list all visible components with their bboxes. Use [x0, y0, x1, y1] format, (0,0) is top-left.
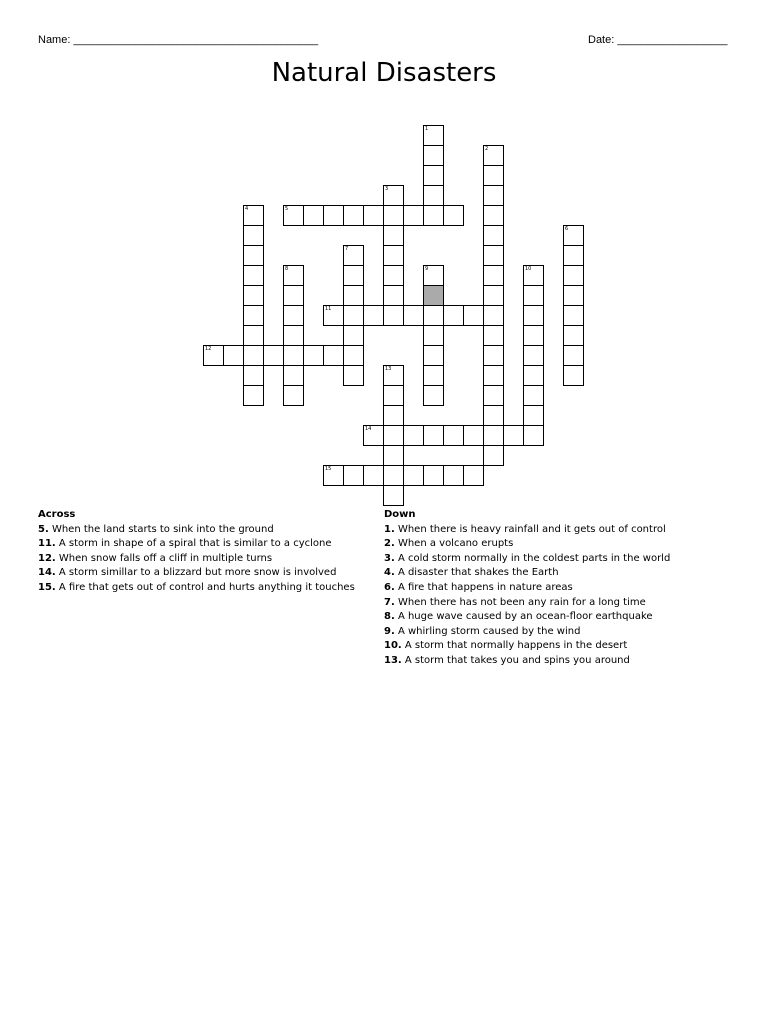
crossword-cell[interactable] [483, 305, 504, 326]
clue-number: 14 [365, 426, 372, 432]
clue-number: 15. [38, 581, 56, 593]
crossword-cell[interactable] [523, 425, 544, 446]
clue-number: 8. [384, 611, 395, 623]
crossword-cell[interactable] [383, 205, 404, 226]
crossword-cell[interactable] [423, 465, 444, 486]
crossword-cell[interactable] [423, 345, 444, 366]
crossword-cell[interactable] [243, 305, 264, 326]
clue-number: 12 [205, 346, 212, 352]
crossword-cell[interactable] [523, 385, 544, 406]
crossword-cell[interactable] [423, 205, 444, 226]
down-clue [384, 581, 714, 596]
crossword-cell[interactable] [403, 425, 424, 446]
date-field-label: Date: __________________ [588, 34, 728, 46]
crossword-cell[interactable] [323, 465, 344, 486]
crossword-cell[interactable] [223, 345, 244, 366]
crossword-cell[interactable] [283, 205, 304, 226]
crossword-cell[interactable] [483, 385, 504, 406]
clue-number: 5 [285, 206, 289, 212]
clue-text: A fire that happens in nature areas [394, 581, 573, 593]
crossword-cell[interactable] [563, 305, 584, 326]
clue-text: A storm in shape of a spiral that is similar to a cyclone [55, 538, 332, 550]
down-clue [384, 537, 714, 552]
crossword-cell[interactable] [463, 305, 484, 326]
crossword-cell[interactable] [283, 265, 304, 286]
crossword-cell[interactable] [243, 245, 264, 266]
name-field-label: Name: ________________________________________ [38, 34, 319, 46]
clue-text: When a volcano erupts [394, 538, 514, 550]
crossword-cell[interactable] [483, 325, 504, 346]
crossword-cell[interactable] [363, 425, 384, 446]
page-title: Natural Disasters [271, 58, 497, 88]
crossword-cell[interactable] [443, 425, 464, 446]
across-heading: Across [38, 509, 76, 520]
clue-number: 8 [285, 266, 289, 272]
crossword-cell[interactable] [423, 125, 444, 146]
crossword-cell[interactable] [443, 465, 464, 486]
shaded-cell [423, 285, 444, 306]
crossword-cell[interactable] [343, 245, 364, 266]
crossword-cell[interactable] [483, 165, 504, 186]
clue-text: When there is heavy rainfall and it gets out of control [394, 523, 666, 535]
crossword-cell[interactable] [483, 365, 504, 386]
down-clue [384, 566, 714, 581]
crossword-cell[interactable] [323, 305, 344, 326]
crossword-cell[interactable] [383, 385, 404, 406]
crossword-cell[interactable] [263, 345, 284, 366]
crossword-cell[interactable] [323, 205, 344, 226]
crossword-cell[interactable] [483, 285, 504, 306]
down-clue [384, 552, 714, 567]
clue-number: 15 [325, 466, 332, 472]
crossword-cell[interactable] [423, 265, 444, 286]
clue-number: 13 [385, 366, 392, 372]
clue-number: 6. [384, 581, 395, 593]
clue-text: A disaster that shakes the Earth [394, 567, 559, 579]
crossword-cell[interactable] [563, 245, 584, 266]
crossword-cell[interactable] [563, 285, 584, 306]
crossword-cell[interactable] [483, 265, 504, 286]
clue-text: When snow falls off a cliff in multiple turns [55, 552, 273, 564]
clue-number: 2. [384, 538, 395, 550]
crossword-cell[interactable] [283, 325, 304, 346]
clue-text: A cold storm normally in the coldest parts in the world [394, 552, 671, 564]
crossword-cell[interactable] [243, 385, 264, 406]
clue-number: 9. [384, 625, 395, 637]
crossword-cell[interactable] [483, 405, 504, 426]
clue-text: When there has not been any rain for a long time [394, 596, 646, 608]
clue-number: 7. [384, 596, 395, 608]
crossword-cell[interactable] [523, 305, 544, 326]
clue-number: 12. [38, 552, 56, 564]
clue-number: 10. [384, 640, 402, 652]
crossword-cell[interactable] [383, 425, 404, 446]
clue-text: A whirling storm caused by the wind [394, 625, 581, 637]
crossword-cell[interactable] [303, 345, 324, 366]
crossword-cell[interactable] [403, 465, 424, 486]
crossword-cell[interactable] [423, 325, 444, 346]
crossword-cell[interactable] [423, 165, 444, 186]
crossword-cell[interactable] [483, 145, 504, 166]
across-clue [38, 581, 373, 596]
crossword-cell[interactable] [403, 205, 424, 226]
clue-number: 11. [38, 538, 56, 550]
crossword-cell[interactable] [383, 265, 404, 286]
down-heading: Down [384, 509, 416, 520]
down-clues [384, 508, 714, 669]
down-clue [384, 625, 714, 640]
crossword-cell[interactable] [523, 285, 544, 306]
crossword-cell[interactable] [423, 365, 444, 386]
clue-number: 3 [385, 186, 389, 192]
crossword-cell[interactable] [483, 225, 504, 246]
clue-number: 9 [425, 266, 429, 272]
crossword-cell[interactable] [283, 285, 304, 306]
crossword-cell[interactable] [563, 265, 584, 286]
clue-text: When the land starts to sink into the ground [48, 523, 274, 535]
down-clue [384, 639, 714, 654]
crossword-cell[interactable] [383, 485, 404, 506]
crossword-cell[interactable] [303, 205, 324, 226]
crossword-cell[interactable] [283, 345, 304, 366]
crossword-cell[interactable] [403, 305, 424, 326]
crossword-cell[interactable] [483, 345, 504, 366]
crossword-cell[interactable] [483, 205, 504, 226]
crossword-cell[interactable] [483, 445, 504, 466]
clue-text: A storm that normally happens in the desert [401, 640, 628, 652]
clue-number: 11 [325, 306, 332, 312]
crossword-cell[interactable] [443, 305, 464, 326]
crossword-cell[interactable] [243, 205, 264, 226]
crossword-cell[interactable] [463, 425, 484, 446]
clue-number: 14. [38, 567, 56, 579]
crossword-cell[interactable] [423, 185, 444, 206]
crossword-cell[interactable] [283, 385, 304, 406]
crossword-cell[interactable] [383, 225, 404, 246]
crossword-cell[interactable] [383, 285, 404, 306]
clue-number: 4 [245, 206, 249, 212]
crossword-cell[interactable] [343, 465, 364, 486]
crossword-cell[interactable] [343, 305, 364, 326]
crossword-cell[interactable] [363, 205, 384, 226]
crossword-cell[interactable] [523, 265, 544, 286]
down-clue [384, 596, 714, 611]
crossword-cell[interactable] [563, 365, 584, 386]
clue-number: 5. [38, 523, 49, 535]
clue-text: A fire that gets out of control and hurts anything it touches [55, 581, 355, 593]
crossword-cell[interactable] [563, 225, 584, 246]
crossword-cell[interactable] [243, 285, 264, 306]
crossword-cell[interactable] [323, 345, 344, 366]
crossword-cell[interactable] [203, 345, 224, 366]
crossword-cell[interactable] [343, 205, 364, 226]
crossword-cell[interactable] [383, 465, 404, 486]
crossword-cell[interactable] [383, 445, 404, 466]
crossword-cell[interactable] [523, 365, 544, 386]
crossword-cell[interactable] [423, 385, 444, 406]
crossword-cell[interactable] [383, 245, 404, 266]
crossword-cell[interactable] [483, 185, 504, 206]
across-clue-list [38, 523, 373, 596]
across-clue [38, 552, 373, 567]
crossword-cell[interactable] [563, 345, 584, 366]
across-clue [38, 566, 373, 581]
crossword-cell[interactable] [383, 185, 404, 206]
crossword-cell[interactable] [343, 325, 364, 346]
crossword-cell[interactable] [343, 265, 364, 286]
crossword-cell[interactable] [383, 405, 404, 426]
down-clue [384, 523, 714, 538]
crossword-cell[interactable] [523, 405, 544, 426]
crossword-cell[interactable] [243, 265, 264, 286]
crossword-cell[interactable] [343, 365, 364, 386]
crossword-cell[interactable] [503, 425, 524, 446]
clue-number: 6 [565, 226, 569, 232]
crossword-cell[interactable] [243, 225, 264, 246]
crossword-cell[interactable] [423, 305, 444, 326]
clue-number: 1. [384, 523, 395, 535]
clue-number: 13. [384, 654, 402, 666]
crossword-cell[interactable] [243, 325, 264, 346]
crossword-cell[interactable] [523, 325, 544, 346]
crossword-cell[interactable] [423, 425, 444, 446]
crossword-cell[interactable] [483, 425, 504, 446]
clue-number: 10 [525, 266, 532, 272]
crossword-cell[interactable] [343, 345, 364, 366]
crossword-cell[interactable] [243, 345, 264, 366]
clue-number: 1 [425, 126, 429, 132]
crossword-cell[interactable] [423, 145, 444, 166]
clue-number: 3. [384, 552, 395, 564]
clue-number: 2 [485, 146, 489, 152]
across-clues [38, 508, 373, 596]
clue-text: A huge wave caused by an ocean-floor earthquake [394, 611, 653, 623]
across-clue [38, 523, 373, 538]
crossword-cell[interactable] [283, 365, 304, 386]
crossword-cell[interactable] [383, 365, 404, 386]
crossword-cell[interactable] [363, 305, 384, 326]
crossword-cell[interactable] [283, 305, 304, 326]
crossword-cell[interactable] [483, 245, 504, 266]
crossword-cell[interactable] [563, 325, 584, 346]
clue-number: 4. [384, 567, 395, 579]
clue-number: 7 [345, 246, 349, 252]
clue-text: A storm simillar to a blizzard but more snow is involved [55, 567, 337, 579]
clue-text: A storm that takes you and spins you around [401, 654, 630, 666]
across-clue [38, 537, 373, 552]
crossword-cell[interactable] [523, 345, 544, 366]
crossword-cell[interactable] [343, 285, 364, 306]
down-clue-list [384, 523, 714, 669]
down-clue [384, 610, 714, 625]
crossword-cell[interactable] [383, 305, 404, 326]
down-clue [384, 654, 714, 669]
crossword-cell[interactable] [243, 365, 264, 386]
crossword-cell[interactable] [463, 465, 484, 486]
crossword-cell[interactable] [443, 205, 464, 226]
crossword-cell[interactable] [363, 465, 384, 486]
